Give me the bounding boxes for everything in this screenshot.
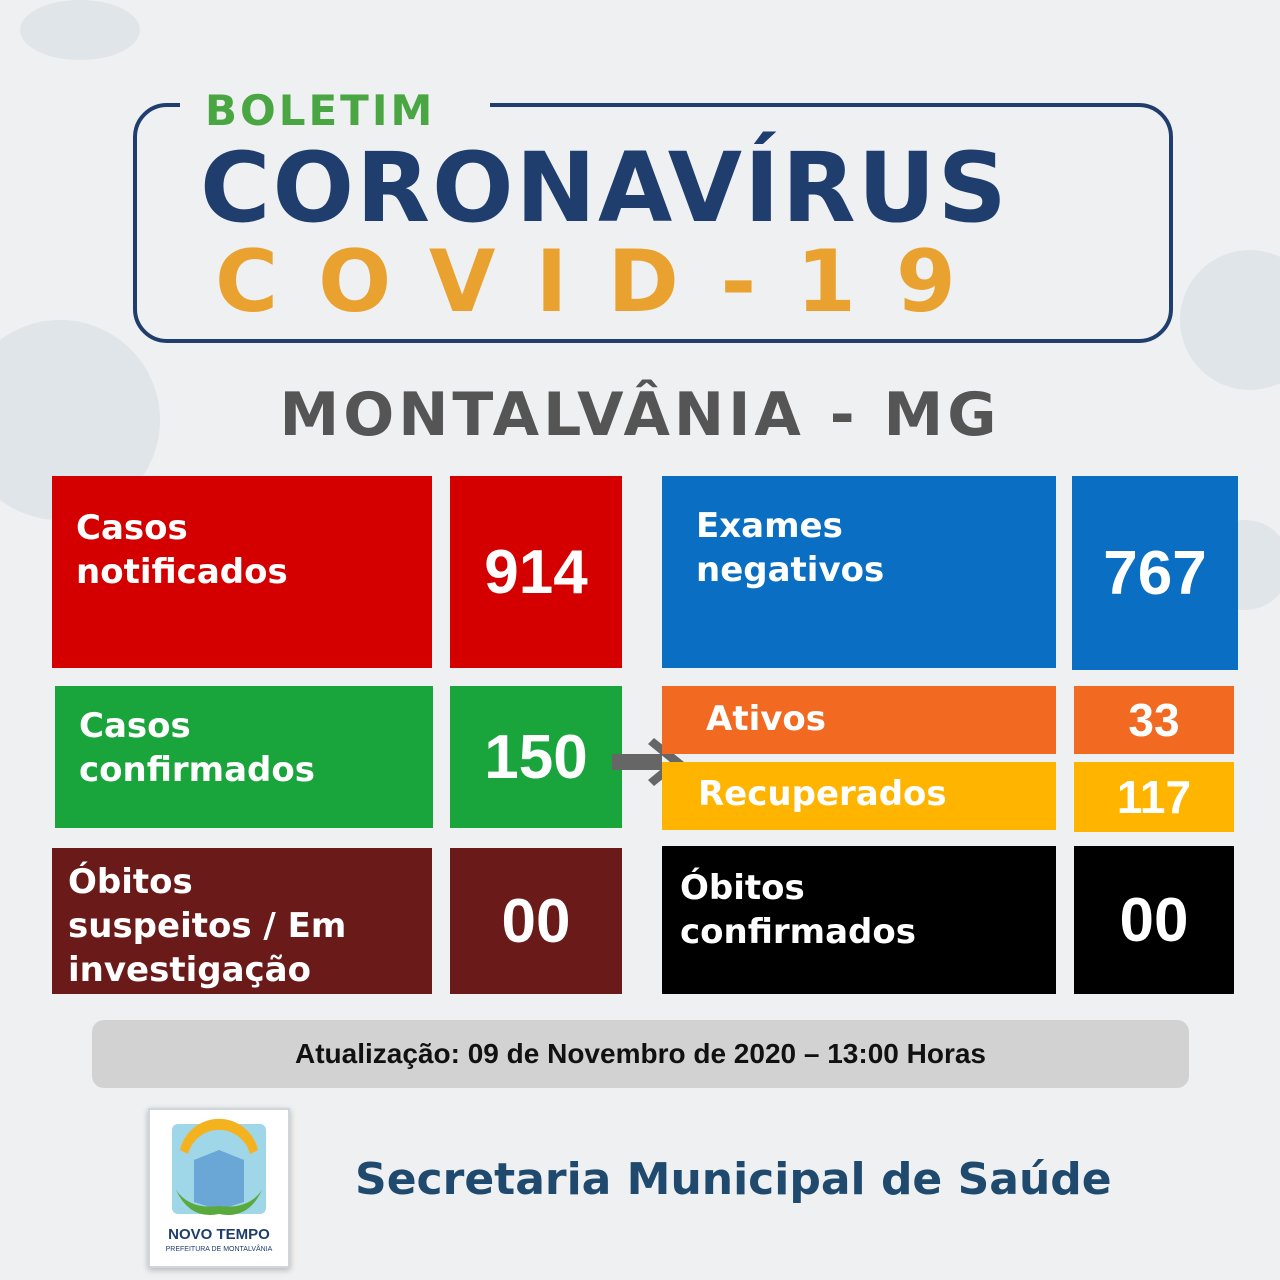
update-banner [92, 1020, 1189, 1088]
logo-subtitle: PREFEITURA DE MONTALVÂNIA [165, 1246, 273, 1253]
confirmed-deaths-label-box [662, 846, 1056, 994]
negative-value: 767 [1103, 538, 1207, 608]
negative-label-box [662, 476, 1056, 668]
confirmed-label-box [55, 686, 433, 828]
notified-label: Casos notificados [76, 508, 288, 592]
update-text: Atualização: 09 de Novembro de 2020 – 13:00 Horas [295, 1038, 986, 1069]
logo-emblem-icon [150, 1110, 288, 1226]
city-name: MONTALVÂNIA - MG [279, 380, 1001, 450]
active-value: 33 [1128, 694, 1180, 746]
suspected-deaths-label: Óbitos suspeitos / Em investigação [68, 862, 347, 990]
confirmed-deaths-value-box [1074, 846, 1234, 994]
confirmed-value: 150 [484, 722, 588, 792]
recovered-value-box [1074, 762, 1234, 832]
recovered-value: 117 [1116, 771, 1192, 823]
active-label-box [662, 686, 1056, 754]
active-label: Ativos [706, 699, 826, 739]
notified-value: 914 [484, 537, 588, 607]
logo-name: NOVO TEMPO [168, 1226, 270, 1243]
negative-label: Exames negativos [696, 506, 885, 590]
suspected-deaths-value-box [450, 848, 622, 994]
suspected-deaths-label-box [52, 848, 432, 994]
page-title: CORONAVÍRUS [200, 132, 1009, 244]
confirmed-deaths-label: Óbitos confirmados [680, 868, 916, 952]
boletim-label: BOLETIM [205, 86, 436, 135]
virus-decoration-icon [1180, 250, 1280, 390]
suspected-deaths-value: 00 [501, 886, 571, 956]
covid-subtitle: COVID-19 [215, 232, 996, 332]
notified-label-box [52, 476, 432, 668]
active-value-box [1074, 686, 1234, 754]
confirmed-label: Casos confirmados [79, 706, 315, 790]
recovered-label-box [662, 762, 1056, 830]
confirmed-value-box [450, 686, 622, 828]
virus-decoration-icon [20, 0, 140, 60]
negative-value-box [1072, 476, 1238, 670]
confirmed-deaths-value: 00 [1119, 885, 1189, 955]
notified-value-box [450, 476, 622, 668]
recovered-label: Recuperados [698, 774, 947, 814]
novo-tempo-logo-icon [148, 1108, 290, 1268]
secretaria-title: Secretaria Municipal de Saúde [355, 1154, 1112, 1205]
